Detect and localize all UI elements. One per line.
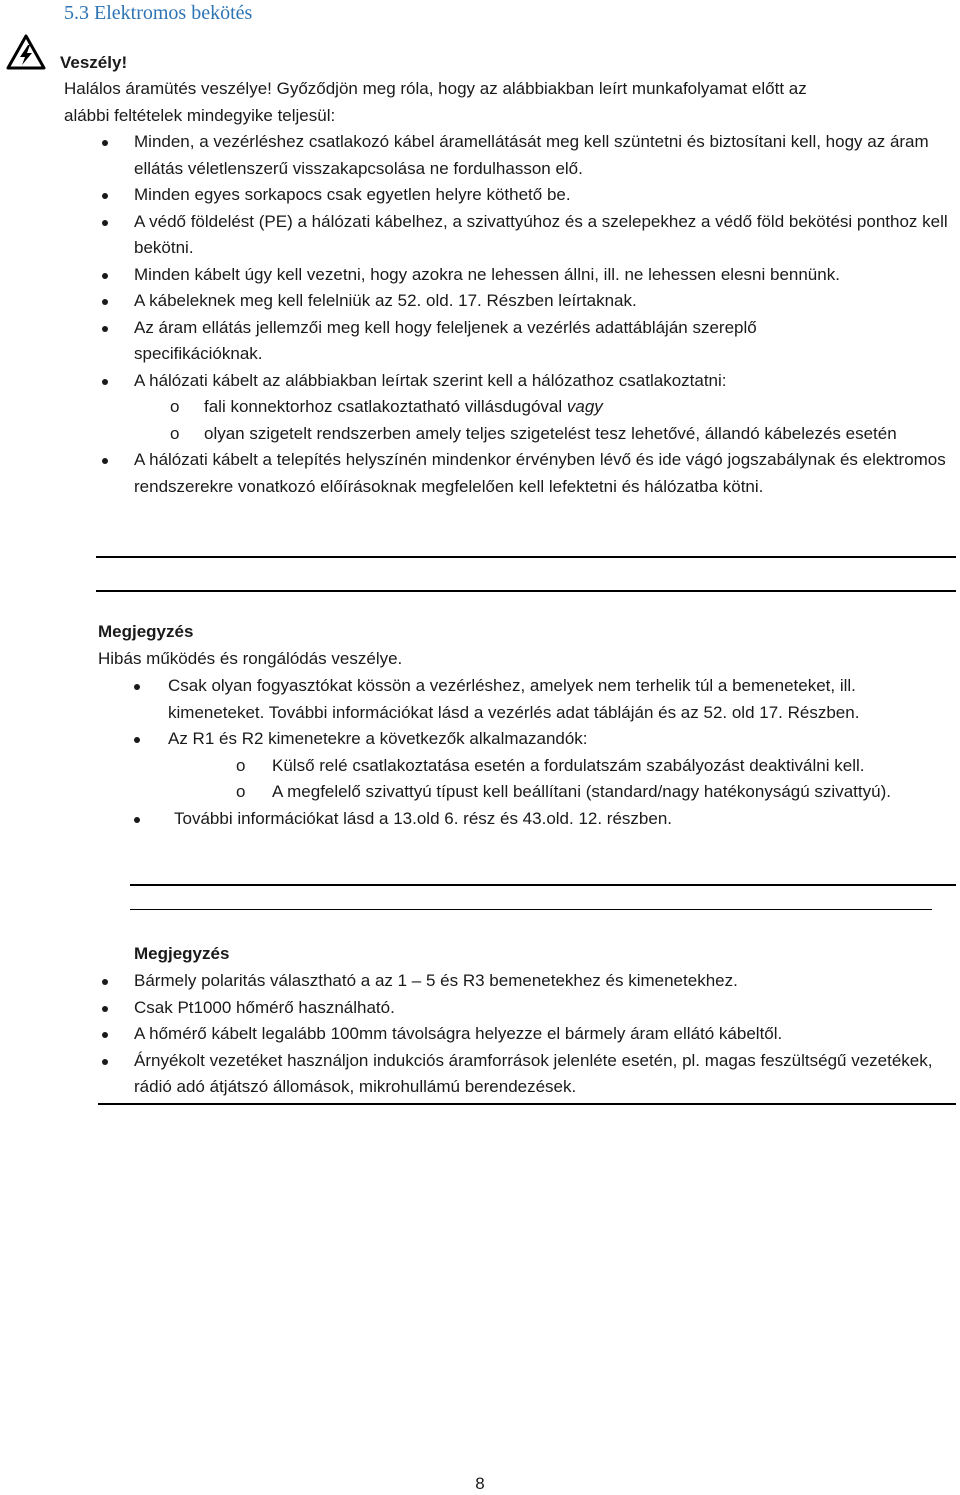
danger-item: A kábeleknek meg kell felelniük az 52. old. 17. Részben leírtaknak.	[0, 288, 960, 315]
danger-intro-line2: alábbi feltételek mindegyike teljesül:	[64, 105, 336, 125]
note2-item: Árnyékolt vezetéket használjon indukciós áramforrások jelenléte esetén, pl. magas feszültségű vezetékek, rádió adó átjátszó állomások, mikrohullámú berendezések.	[0, 1048, 960, 1101]
connection-options	[0, 394, 960, 447]
sub-item-text: Külső relé csatlakoztatása esetén a fordulatszám szabályozást deaktiválni kell.	[272, 755, 865, 775]
note1-subtitle: Hibás működés és rongálódás veszélye.	[98, 649, 403, 668]
electric-hazard-warning-icon	[6, 34, 46, 70]
danger-item	[0, 368, 960, 448]
danger-item: A védő földelést (PE) a hálózati kábelhez, a szivattyúhoz és a szelepekhez a védő föld bekötési ponthoz kell bekötni.	[0, 209, 960, 262]
danger-list-block	[0, 129, 960, 500]
note2-list-block	[0, 968, 960, 1101]
note1-item-text: Az R1 és R2 kimenetekre a következők alkalmazandók:	[168, 729, 588, 748]
note2-item: Bármely polaritás választható a az 1 – 5 és R3 bemenetekhez és kimenetekhez.	[0, 968, 960, 995]
section-divider	[98, 1103, 956, 1105]
sub-item	[168, 779, 960, 806]
sub-item-text: A megfelelő szivattyú típust kell beállítani (standard/nagy hatékonyságú szivattyú).	[272, 782, 891, 801]
sub-marker: o	[236, 755, 246, 775]
sub-marker: o	[170, 397, 180, 416]
note1-title: Megjegyzés	[98, 622, 194, 641]
note2-item: Csak Pt1000 hőmérő használható.	[0, 995, 960, 1022]
sub-item	[134, 394, 960, 421]
sub-item-emphasis: vagy	[566, 397, 603, 416]
note2-item: A hőmérő kábelt legalább 100mm távolságra helyezze el bármely áram ellátó kábeltől.	[0, 1021, 960, 1048]
danger-item: Az áram ellátás jellemzői meg kell hogy feleljenek a vezérlés adattábláján szereplő specifikációknak.	[0, 315, 960, 368]
danger-list	[0, 129, 960, 500]
section-divider	[96, 590, 956, 592]
output-rules	[0, 753, 960, 806]
sub-item-text: fali konnektorhoz csatlakoztatható villásdugóval	[204, 397, 567, 416]
note1-item: További információkat lásd a 13.old 6. rész és 43.old. 12. részben.	[0, 806, 960, 833]
note1-item: Csak olyan fogyasztókat kössön a vezérléshez, amelyek nem terhelik túl a bemeneteket, ill. kimeneteket. További információkat lásd a vezérlés adat tábláján és az 52. old 17. Részben.	[0, 673, 960, 726]
danger-item: Minden egyes sorkapocs csak egyetlen helyre köthető be.	[0, 182, 960, 209]
danger-title: Veszély!	[60, 53, 128, 72]
note1-list	[0, 673, 960, 832]
section-divider	[130, 909, 932, 910]
sub-item	[134, 421, 960, 448]
danger-item-text: A hálózati kábelt az alábbiakban leírtak szerint kell a hálózathoz csatlakoztatni:	[134, 370, 727, 390]
note1-list-block	[0, 673, 960, 832]
note1-item	[0, 726, 960, 806]
section-heading: 5.3 Elektromos bekötés	[64, 2, 253, 24]
sub-item	[168, 753, 960, 780]
danger-intro	[64, 76, 944, 129]
note2-list	[0, 968, 960, 1101]
section-divider	[130, 884, 956, 886]
danger-intro-line1: Halálos áramütés veszélye! Győződjön meg róla, hogy az alábbiakban leírt munkafolyamat előtt az	[64, 79, 807, 98]
section-divider	[96, 556, 956, 558]
page-number: 8	[475, 1474, 485, 1493]
note2-title: Megjegyzés	[134, 944, 230, 963]
sub-item-text: olyan szigetelt rendszerben amely teljes szigetelést tesz lehetővé, állandó kábelezés esetén	[204, 423, 897, 443]
sub-marker: o	[236, 782, 246, 801]
sub-marker: o	[170, 423, 180, 443]
danger-item: Minden kábelt úgy kell vezetni, hogy azokra ne lehessen állni, ill. ne lehessen elesni bennünk.	[0, 262, 960, 289]
danger-item: A hálózati kábelt a telepítés helyszínén mindenkor érvényben lévő és ide vágó jogszabálynak és elektromos rendszerekre vonatkozó előírásoknak megfelelően kell lefektetni és hálózatba kötni.	[0, 447, 960, 500]
danger-item: Minden, a vezérléshez csatlakozó kábel áramellátását meg kell szüntetni és biztosítani kell, hogy az áram ellátás véletlenszerű visszakapcsolása ne fordulhasson elő.	[0, 129, 960, 182]
